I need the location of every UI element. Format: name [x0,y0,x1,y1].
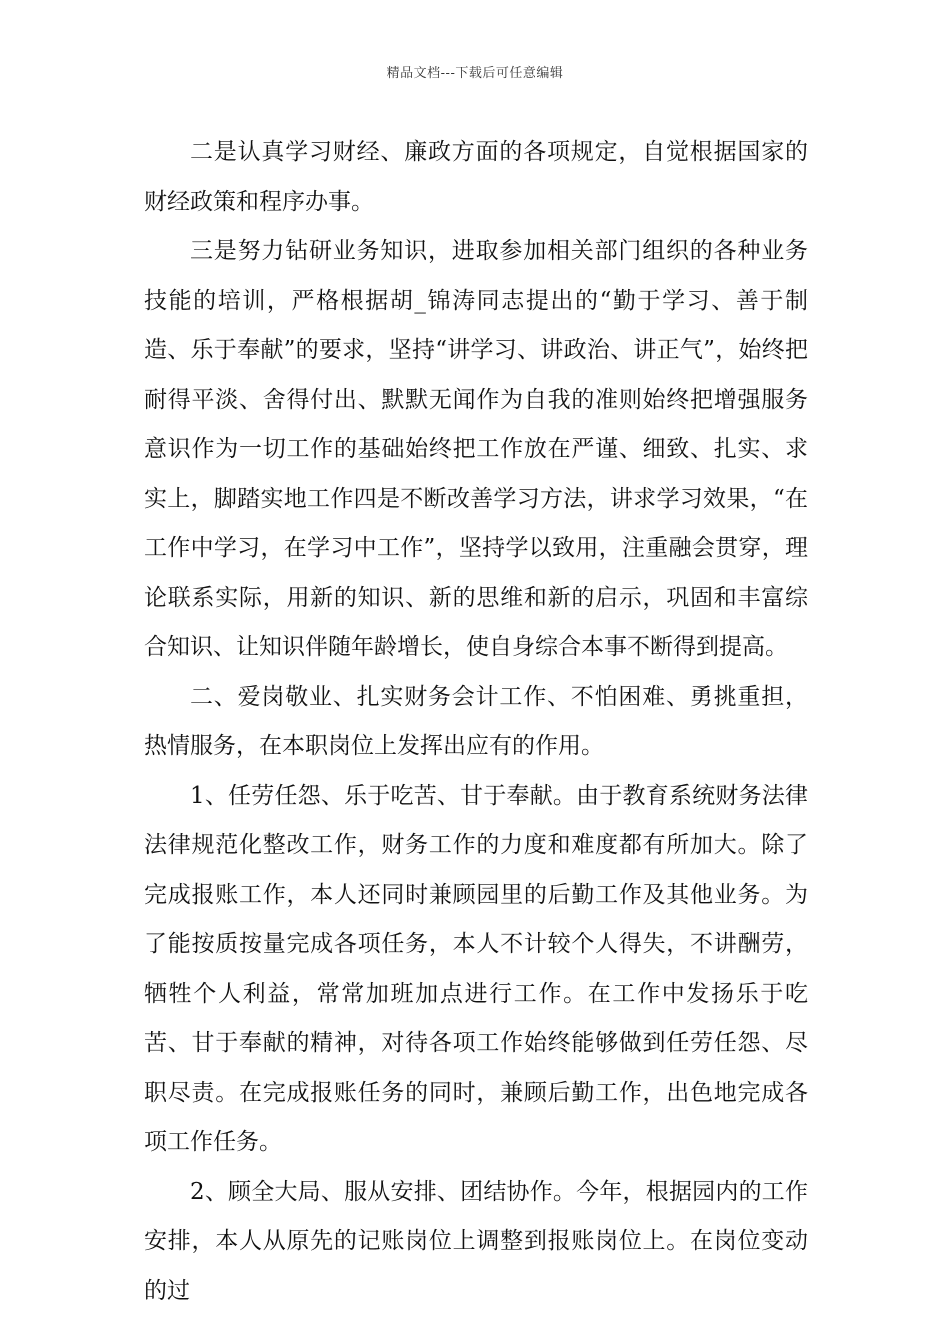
document-body [144,128,808,1316]
paragraph-2: 三是努力钻研业务知识，进取参加相关部门组织的各种业务技能的培训，严格根据胡_锦涛同志提出的“勤于学习、善于制造、乐于奉献”的要求，坚持“讲学习、讲政治、讲正气”，始终把耐得平淡、舍得付出、默默无闻作为自我的准则始终把增强服务意识作为一切工作的基础始终把工作放在严谨、细致、扎实、求实上，脚踏实地工作四是不断改善学习方法，讲求学习效果，“在工作中学习，在学习中工作”，坚持学以致用，注重融会贯穿，理论联系实际，用新的知识、新的思维和新的启示，巩固和丰富综合知识、让知识伴随年龄增长，使自身综合本事不断得到提高。 [144,238,808,660]
paragraph-5: 2、顾全大局、服从安排、团结协作。今年，根据园内的工作安排，本人从原先的记账岗位上调整到报账岗位上。在岗位变动的过 [144,1178,808,1304]
paragraph-3: 二、爱岗敬业、扎实财务会计工作、不怕困难、勇挑重担，热情服务，在本职岗位上发挥出应有的作用。 [144,683,808,759]
page-header: 精品文档---下载后可任意编辑 [386,66,564,81]
paragraph-1: 二是认真学习财经、廉政方面的各项规定，自觉根据国家的财经政策和程序办事。 [144,139,808,215]
paragraph-4: 1、任劳任怨、乐于吃苦、甘于奉献。由于教育系统财务法律法律规范化整改工作，财务工作的力度和难度都有所加大。除了完成报账工作，本人还同时兼顾园里的后勤工作及其他业务。为了能按质按量完成各项任务，本人不计较个人得失，不讲酬劳，牺牲个人利益，常常加班加点进行工作。在工作中发扬乐于吃苦、甘于奉献的精神，对待各项工作始终能够做到任劳任怨、尽职尽责。在完成报账任务的同时，兼顾后勤工作，出色地完成各项工作任务。 [144,782,808,1155]
